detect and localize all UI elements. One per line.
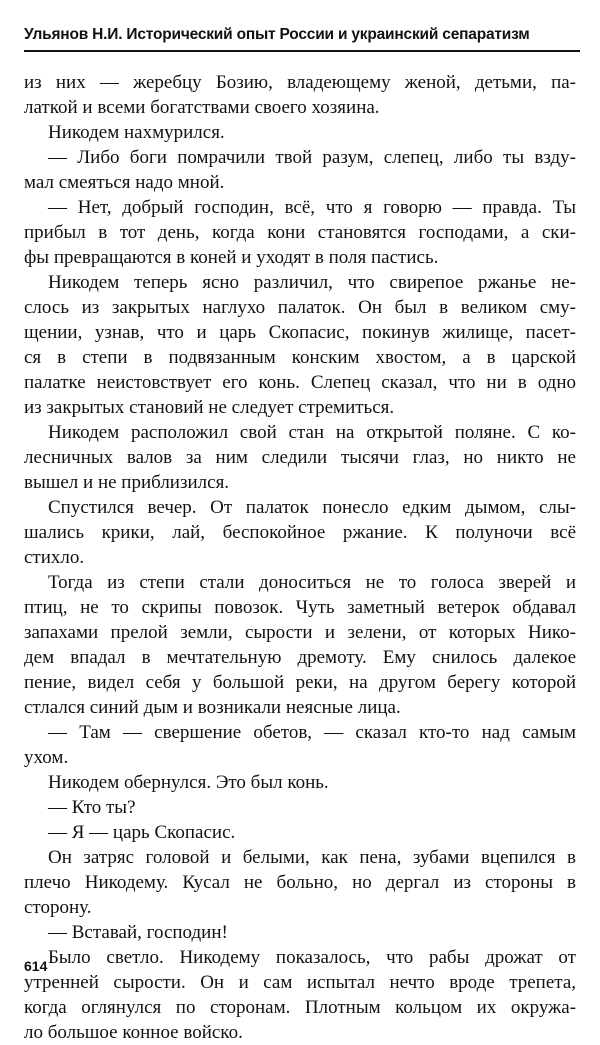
text-line: Было светло. Никодему показалось, что рабы дрожат от (48, 947, 576, 968)
text-line: стихло. (24, 547, 85, 568)
text-line: запахами прелой земли, сырости и зелени, от которых Нико- (24, 622, 576, 643)
text-line: — Кто ты? (48, 797, 136, 818)
text-line: из закрытых становий не следует стремиться. (24, 397, 395, 418)
text-line: стлался синий дым и возникали неясные лица. (24, 697, 401, 718)
text-line: сторону. (24, 897, 92, 918)
text-line: мал смеяться надо мной. (24, 172, 225, 193)
running-header: Ульянов Н.И. Исторический опыт России и украинский сепаратизм (24, 26, 530, 43)
text-line: фы превращаются в коней и уходят в поля пастись. (24, 247, 439, 268)
text-line: шались крики, лай, беспокойное ржание. К полуночи всё (24, 522, 576, 543)
text-line: Никодем обернулся. Это был конь. (48, 772, 329, 793)
text-line: — Там — свершение обетов, — сказал кто-то над самым (48, 722, 576, 743)
text-line: Он затряс головой и белыми, как пена, зубами вцепился в (48, 847, 576, 868)
text-line: птиц, не то скрипы повозок. Чуть заметный ветерок обдавал (24, 597, 576, 618)
text-line: Никодем теперь ясно различил, что свирепое ржанье не- (48, 272, 576, 293)
page-number: 614 (24, 958, 48, 974)
text-line: — Вставай, господин! (48, 922, 228, 943)
text-line: палатке неистовствует его конь. Слепец сказал, что ни в одно (24, 372, 576, 393)
text-line: Тогда из степи стали доноситься не то голоса зверей и (48, 572, 576, 593)
text-line: вышел и не приблизился. (24, 472, 230, 493)
text-line: Никодем расположил свой стан на открытой поляне. С ко- (48, 422, 576, 443)
text-line: — Я — царь Скопасис. (48, 822, 236, 843)
text-line: ухом. (24, 747, 69, 768)
text-line: плечо Никодему. Кусал не больно, но дергал из стороны в (24, 872, 576, 893)
text-line: щении, узнав, что и царь Скопасис, покинув жилище, пасет- (24, 322, 576, 343)
text-line: ло большое конное войско. (24, 1022, 243, 1043)
text-line: Спустился вечер. От палаток понесло едким дымом, слы- (48, 497, 576, 518)
text-line: пение, видел себя у большой реки, на другом берегу которой (24, 672, 576, 693)
text-line: Никодем нахмурился. (48, 122, 225, 143)
text-line: когда оглянулся по сторонам. Плотным кольцом их окружа- (24, 997, 576, 1018)
text-line: утренней сырости. Он и сам испытал нечто вроде трепета, (24, 972, 576, 993)
text-line: дем впадал в мечтательную дремоту. Ему снилось далекое (24, 647, 576, 668)
text-line: латкой и всеми богатствами своего хозяина. (24, 97, 380, 118)
text-line: слось из закрытых наглухо палаток. Он был в великом сму- (24, 297, 576, 318)
text-line: лесничных валов за ним следили тысячи глаз, но никто не (24, 447, 576, 468)
text-line: ся в степи в подвязанным конским хвостом, а в царской (24, 347, 576, 368)
body-text (24, 70, 576, 1045)
header-rule (24, 50, 580, 52)
text-line: — Либо боги помрачили твой разум, слепец, либо ты взду- (48, 147, 576, 168)
text-line: — Нет, добрый господин, всё, что я говорю — правда. Ты (48, 197, 576, 218)
text-line: из них — жеребцу Бозию, владеющему женой, детьми, па- (24, 72, 576, 93)
text-line: прибыл в тот день, когда кони становятся господами, а ски- (24, 222, 576, 243)
